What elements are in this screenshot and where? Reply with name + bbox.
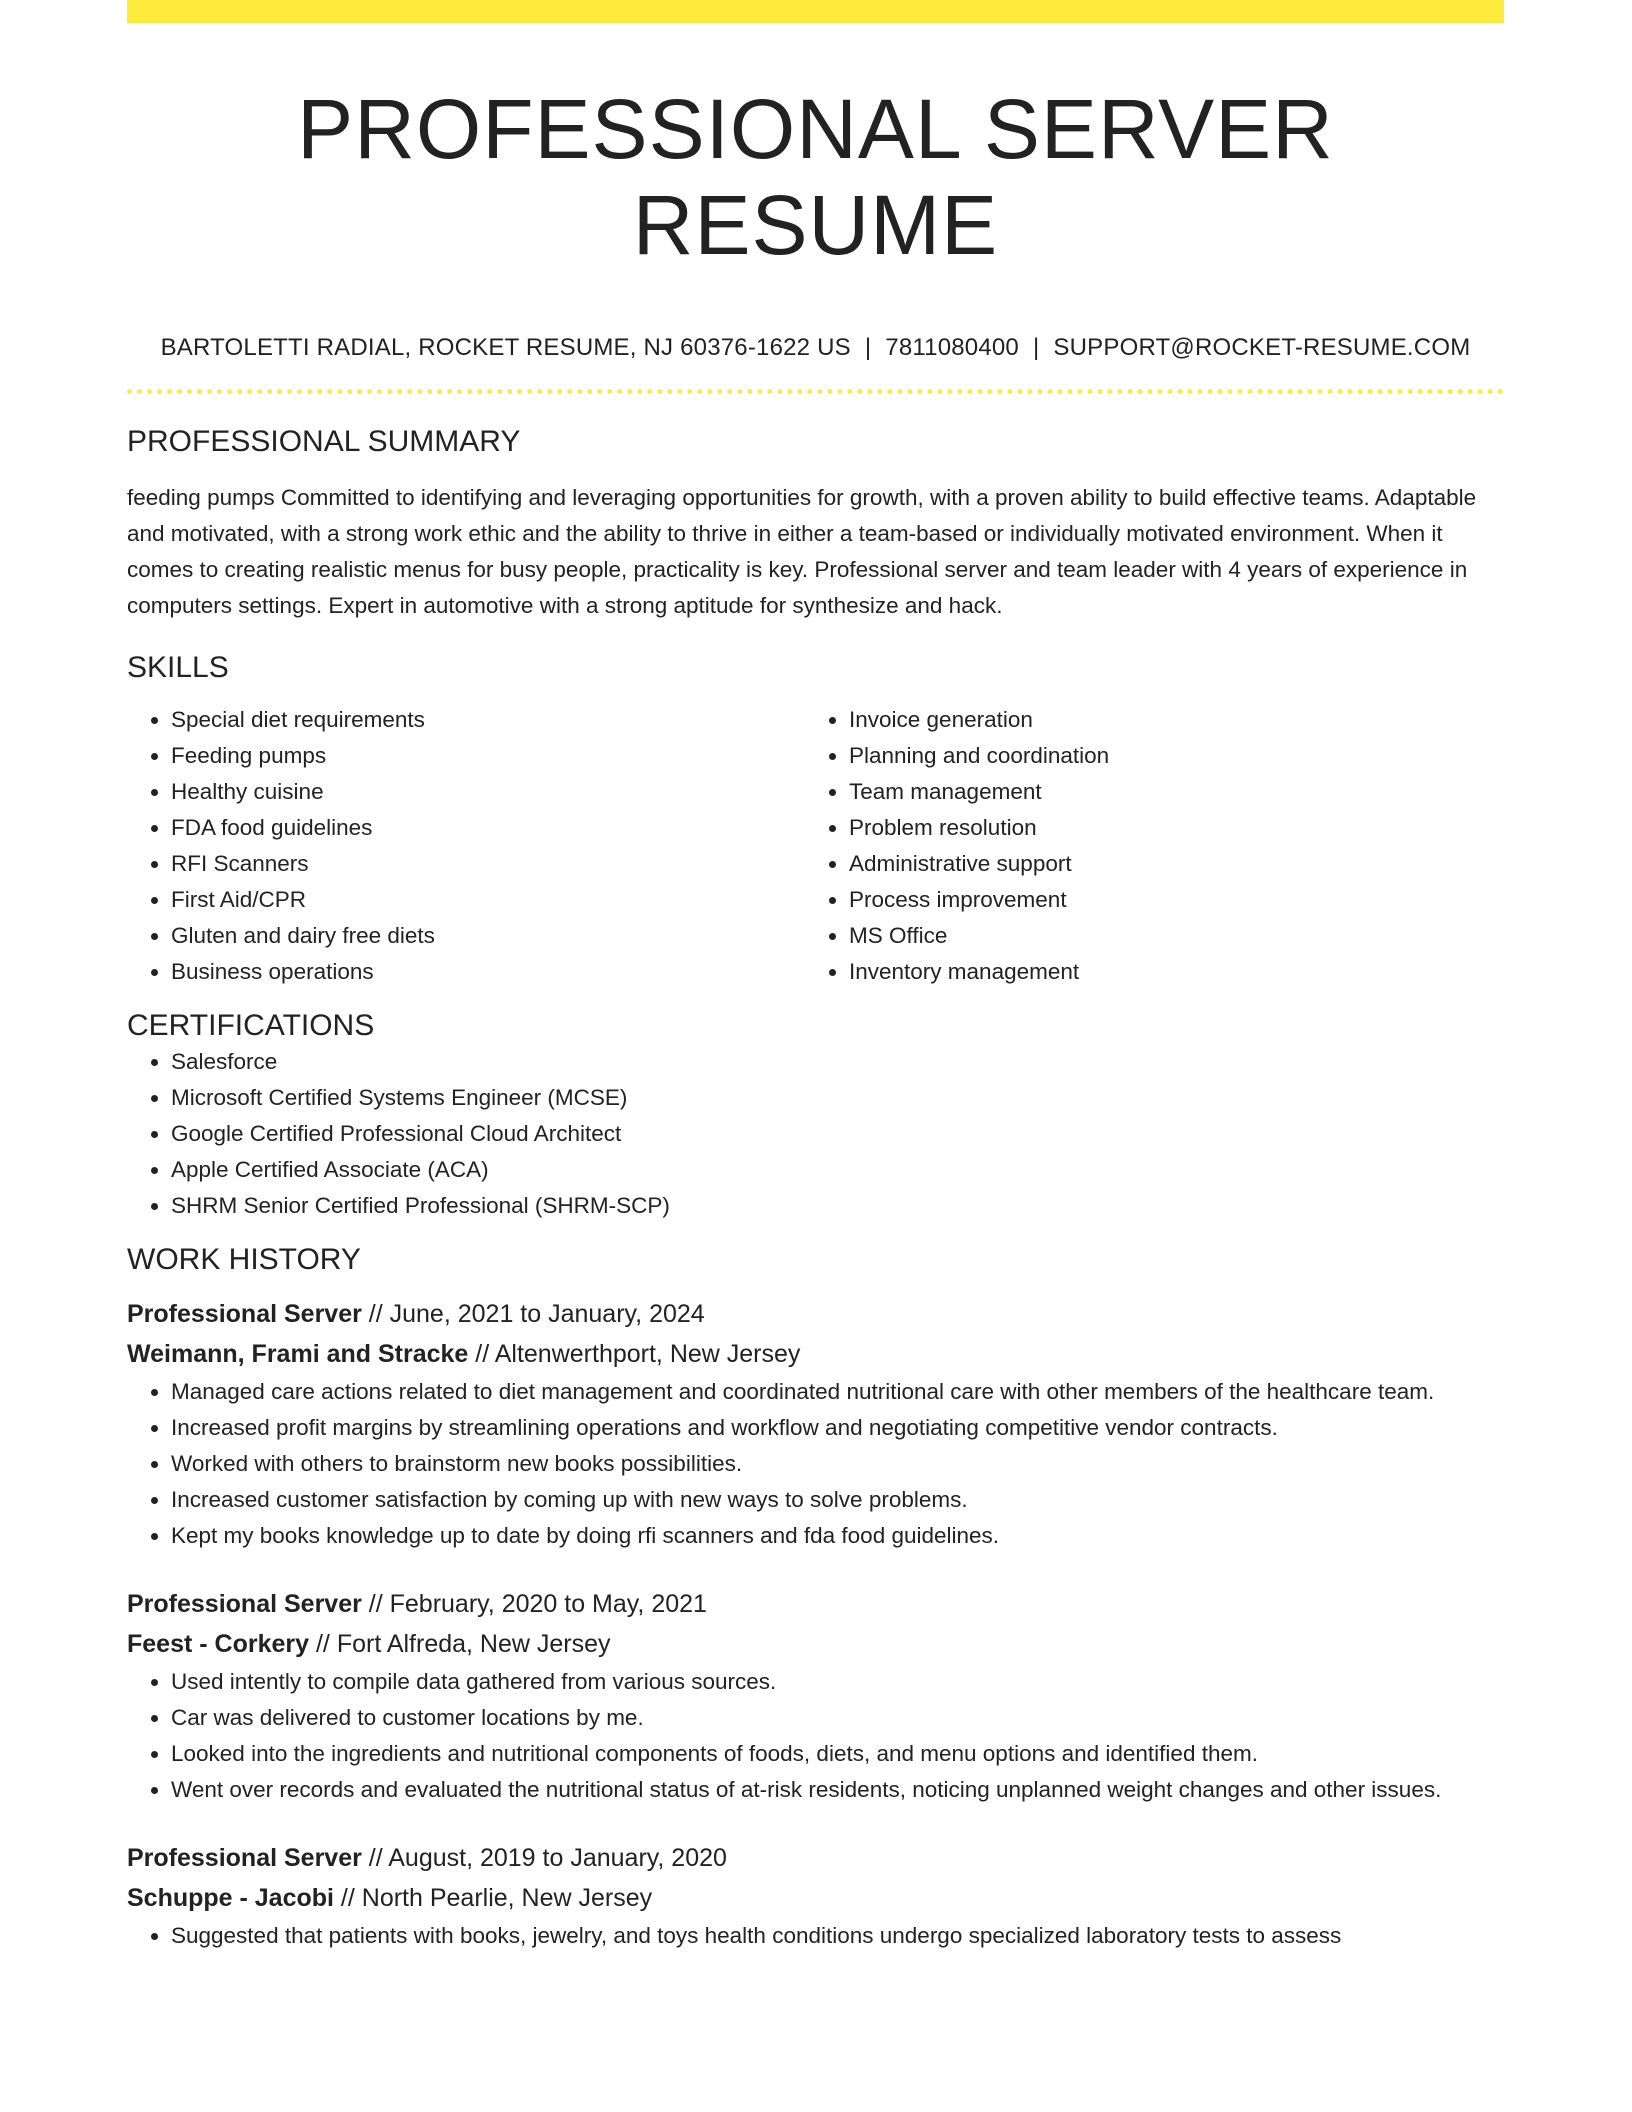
skill-item: • Process improvement — [849, 882, 1483, 918]
job-title-line — [127, 1584, 1504, 1624]
skill-item: • Feeding pumps — [171, 738, 805, 774]
skill-item: • Planning and coordination — [849, 738, 1483, 774]
job-company-line — [127, 1878, 1504, 1918]
job-dates: // June, 2021 to January, 2024 — [361, 1300, 705, 1328]
skill-item: • Gluten and dairy free diets — [171, 918, 805, 954]
job-dates: // February, 2020 to May, 2021 — [361, 1590, 707, 1618]
certifications-list — [127, 1044, 1504, 1224]
job-entry — [127, 1584, 1504, 1808]
skills-heading: SKILLS — [127, 651, 229, 684]
skills-right-list — [805, 702, 1483, 990]
skill-item: • Invoice generation — [849, 702, 1483, 738]
job-duty-item: • Suggested that patients with books, jewelry, and toys health conditions undergo specialized laboratory tests to assess — [171, 1918, 1504, 1954]
job-duty-item: • Managed care actions related to diet management and coordinated nutritional care with other members of the healthcare team. — [171, 1374, 1504, 1410]
job-title: Professional Server — [127, 1844, 362, 1872]
contact-separator: | — [864, 334, 872, 361]
skill-item: • Business operations — [171, 954, 805, 990]
job-duty-item: • Kept my books knowledge up to date by doing rfi scanners and fda food guidelines. — [171, 1518, 1504, 1554]
job-dates: // August, 2019 to January, 2020 — [361, 1844, 727, 1872]
work-history-section — [127, 1242, 1504, 1954]
contact-address: BARTOLETTI RADIAL, ROCKET RESUME, NJ 60376-1622 US — [160, 334, 851, 361]
skill-item: • Healthy cuisine — [171, 774, 805, 810]
certification-item: • SHRM Senior Certified Professional (SHRM-SCP) — [171, 1188, 1504, 1224]
certification-item: • Google Certified Professional Cloud Architect — [171, 1116, 1504, 1152]
job-company: Weimann, Frami and Stracke — [127, 1340, 469, 1368]
contact-phone: 7811080400 — [885, 334, 1019, 361]
job-title-line — [127, 1838, 1504, 1878]
job-duties-list — [127, 1918, 1504, 1954]
job-title: Professional Server — [127, 1300, 362, 1328]
accent-top-bar — [127, 0, 1504, 23]
contact-separator: | — [1032, 334, 1040, 361]
contact-email: SUPPORT@ROCKET-RESUME.COM — [1053, 334, 1471, 361]
skills-left-column — [127, 702, 805, 990]
resume-page — [127, 0, 1504, 1954]
job-title: Professional Server — [127, 1590, 362, 1618]
job-duty-item: • Increased customer satisfaction by coming up with new ways to solve problems. — [171, 1482, 1504, 1518]
job-location: // Fort Alfreda, New Jersey — [309, 1630, 611, 1658]
skills-left-list — [127, 702, 805, 990]
summary-heading: PROFESSIONAL SUMMARY — [127, 425, 521, 458]
contact-line — [127, 333, 1504, 363]
job-duty-item: • Worked with others to brainstorm new books possibilities. — [171, 1446, 1504, 1482]
job-location: // North Pearlie, New Jersey — [333, 1884, 653, 1912]
job-duty-item: • Went over records and evaluated the nutritional status of at-risk residents, noticing unplanned weight changes and other issues. — [171, 1772, 1504, 1808]
job-duty-item: • Looked into the ingredients and nutritional components of foods, diets, and menu options and identified them. — [171, 1736, 1504, 1772]
resume-title: PROFESSIONAL SERVER RESUME — [297, 82, 1334, 272]
summary-text: feeding pumps Committed to identifying and leveraging opportunities for growth, with a proven ability to build effective teams. Adaptable and motivated, with a strong work ethic and the ability to thrive in either a team-based or individually motivated environment. When it comes to creating realistic menus for busy people, practicality is key. Professional server and team leader with 4 years of experience in computers settings. Expert in automotive with a strong aptitude for synthesize and hack. — [127, 485, 1477, 618]
job-location: // Altenwerthport, New Jersey — [468, 1340, 801, 1368]
skills-section — [127, 650, 1504, 990]
skill-item: • RFI Scanners — [171, 846, 805, 882]
skill-item: • First Aid/CPR — [171, 882, 805, 918]
job-company-line — [127, 1334, 1504, 1374]
certifications-section — [127, 1008, 1504, 1224]
skill-item: • Special diet requirements — [171, 702, 805, 738]
job-title-line — [127, 1294, 1504, 1334]
work-history-heading: WORK HISTORY — [127, 1243, 361, 1276]
skills-columns — [127, 702, 1504, 990]
job-entry — [127, 1294, 1504, 1554]
job-duties-list — [127, 1374, 1504, 1554]
skill-item: • Problem resolution — [849, 810, 1483, 846]
skill-item: • Team management — [849, 774, 1483, 810]
job-entry — [127, 1838, 1504, 1954]
certification-item: • Salesforce — [171, 1044, 1504, 1080]
certifications-heading: CERTIFICATIONS — [127, 1009, 375, 1042]
certification-item: • Apple Certified Associate (ACA) — [171, 1152, 1504, 1188]
skills-right-column — [805, 702, 1483, 990]
skill-item: • Administrative support — [849, 846, 1483, 882]
skill-item: • MS Office — [849, 918, 1483, 954]
certification-item: • Microsoft Certified Systems Engineer (MCSE) — [171, 1080, 1504, 1116]
job-duties-list — [127, 1664, 1504, 1808]
summary-section — [127, 424, 1504, 624]
job-company: Schuppe - Jacobi — [127, 1884, 334, 1912]
job-company: Feest - Corkery — [127, 1630, 310, 1658]
job-duty-item: • Used intently to compile data gathered from various sources. — [171, 1664, 1504, 1700]
dotted-divider — [127, 389, 1504, 394]
job-duty-item: • Car was delivered to customer locations by me. — [171, 1700, 1504, 1736]
skill-item: • Inventory management — [849, 954, 1483, 990]
job-duty-item: • Increased profit margins by streamlining operations and workflow and negotiating competitive vendor contracts. — [171, 1410, 1504, 1446]
job-company-line — [127, 1624, 1504, 1664]
skill-item: • FDA food guidelines — [171, 810, 805, 846]
